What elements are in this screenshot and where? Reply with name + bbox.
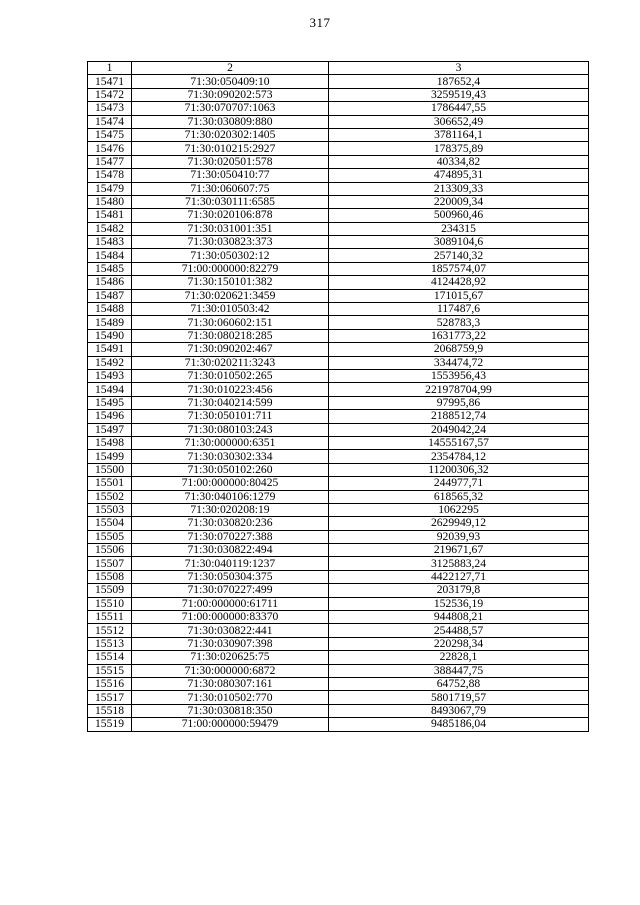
value-cell: 3125883,24 <box>329 557 589 570</box>
cadastral-number-cell: 71:30:050304:375 <box>132 570 329 583</box>
cadastral-number-cell: 71:00:000000:59479 <box>132 718 329 731</box>
cadastral-number-cell: 71:30:070227:388 <box>132 530 329 543</box>
row-number-cell: 15509 <box>88 584 132 597</box>
cadastral-number-cell: 71:30:020621:3459 <box>132 289 329 302</box>
value-cell: 257140,32 <box>329 249 589 262</box>
cadastral-number-cell: 71:30:030809:880 <box>132 115 329 128</box>
value-cell: 2354784,12 <box>329 450 589 463</box>
cadastral-number-cell: 71:30:031001:351 <box>132 222 329 235</box>
row-number-cell: 15494 <box>88 383 132 396</box>
row-number-cell: 15510 <box>88 597 132 610</box>
row-number-cell: 15481 <box>88 209 132 222</box>
value-cell: 152536,19 <box>329 597 589 610</box>
row-number-cell: 15505 <box>88 530 132 543</box>
cadastral-number-cell: 71:30:040214:599 <box>132 396 329 409</box>
row-number-cell: 15477 <box>88 155 132 168</box>
row-number-cell: 15506 <box>88 544 132 557</box>
value-cell: 9485186,04 <box>329 718 589 731</box>
cadastral-number-cell: 71:30:010215:2927 <box>132 142 329 155</box>
value-cell: 187652,4 <box>329 75 589 88</box>
row-number-cell: 15475 <box>88 128 132 141</box>
value-cell: 3259519,43 <box>329 88 589 101</box>
value-cell: 4124428,92 <box>329 276 589 289</box>
cadastral-number-cell: 71:30:070707:1063 <box>132 102 329 115</box>
row-number-cell: 15491 <box>88 343 132 356</box>
table-row <box>88 624 589 637</box>
table-row <box>88 383 589 396</box>
value-cell: 334474,72 <box>329 356 589 369</box>
table-row <box>88 128 589 141</box>
table-row <box>88 704 589 717</box>
value-cell: 388447,75 <box>329 664 589 677</box>
value-cell: 3089104,6 <box>329 236 589 249</box>
value-cell: 618565,32 <box>329 490 589 503</box>
value-cell: 40334,82 <box>329 155 589 168</box>
row-number-cell: 15518 <box>88 704 132 717</box>
registry-table <box>87 61 589 732</box>
table-row <box>88 677 589 690</box>
table-row <box>88 343 589 356</box>
value-cell: 220298,34 <box>329 637 589 650</box>
column-header-1: 1 <box>88 62 132 75</box>
cadastral-number-cell: 71:30:040119:1237 <box>132 557 329 570</box>
table-row <box>88 115 589 128</box>
table-row <box>88 249 589 262</box>
row-number-cell: 15512 <box>88 624 132 637</box>
row-number-cell: 15476 <box>88 142 132 155</box>
value-cell: 234315 <box>329 222 589 235</box>
row-number-cell: 15498 <box>88 436 132 449</box>
cadastral-number-cell: 71:30:030302:334 <box>132 450 329 463</box>
value-cell: 5801719,57 <box>329 691 589 704</box>
table-row <box>88 718 589 731</box>
value-cell: 2068759,9 <box>329 343 589 356</box>
table-row <box>88 517 589 530</box>
table-row <box>88 356 589 369</box>
cadastral-number-cell: 71:30:010502:265 <box>132 369 329 382</box>
row-number-cell: 15511 <box>88 611 132 624</box>
value-cell: 2049042,24 <box>329 423 589 436</box>
cadastral-number-cell: 71:30:050409:10 <box>132 75 329 88</box>
table-row <box>88 102 589 115</box>
value-cell: 500960,46 <box>329 209 589 222</box>
table-row <box>88 222 589 235</box>
table-row <box>88 436 589 449</box>
value-cell: 1857574,07 <box>329 262 589 275</box>
cadastral-number-cell: 71:30:030820:236 <box>132 517 329 530</box>
table-row <box>88 584 589 597</box>
row-number-cell: 15508 <box>88 570 132 583</box>
table-row <box>88 75 589 88</box>
table-row <box>88 155 589 168</box>
row-number-cell: 15499 <box>88 450 132 463</box>
table-row <box>88 262 589 275</box>
value-cell: 3781164,1 <box>329 128 589 141</box>
row-number-cell: 15474 <box>88 115 132 128</box>
row-number-cell: 15500 <box>88 463 132 476</box>
cadastral-number-cell: 71:00:000000:82279 <box>132 262 329 275</box>
row-number-cell: 15514 <box>88 651 132 664</box>
value-cell: 2629949,12 <box>329 517 589 530</box>
cadastral-number-cell: 71:30:080103:243 <box>132 423 329 436</box>
cadastral-number-cell: 71:30:000000:6872 <box>132 664 329 677</box>
table-row <box>88 544 589 557</box>
table-row <box>88 530 589 543</box>
cadastral-number-cell: 71:30:080307:161 <box>132 677 329 690</box>
cadastral-number-cell: 71:30:050101:711 <box>132 410 329 423</box>
row-number-cell: 15482 <box>88 222 132 235</box>
value-cell: 244977,71 <box>329 477 589 490</box>
cadastral-number-cell: 71:00:000000:80425 <box>132 477 329 490</box>
row-number-cell: 15504 <box>88 517 132 530</box>
value-cell: 2188512,74 <box>329 410 589 423</box>
table-body <box>88 75 589 731</box>
value-cell: 203179,8 <box>329 584 589 597</box>
cadastral-number-cell: 71:30:010503:42 <box>132 303 329 316</box>
row-number-cell: 15496 <box>88 410 132 423</box>
table-row <box>88 195 589 208</box>
cadastral-number-cell: 71:30:050410:77 <box>132 169 329 182</box>
row-number-cell: 15493 <box>88 369 132 382</box>
table-row <box>88 423 589 436</box>
cadastral-number-cell: 71:30:090202:573 <box>132 88 329 101</box>
cadastral-number-cell: 71:30:030823:373 <box>132 236 329 249</box>
table-row <box>88 611 589 624</box>
cadastral-number-cell: 71:30:080218:285 <box>132 329 329 342</box>
table-row <box>88 209 589 222</box>
table-row <box>88 463 589 476</box>
cadastral-number-cell: 71:30:030822:494 <box>132 544 329 557</box>
row-number-cell: 15490 <box>88 329 132 342</box>
cadastral-number-cell: 71:30:150101:382 <box>132 276 329 289</box>
row-number-cell: 15517 <box>88 691 132 704</box>
value-cell: 171015,67 <box>329 289 589 302</box>
table-row <box>88 490 589 503</box>
row-number-cell: 15488 <box>88 303 132 316</box>
cadastral-number-cell: 71:30:060602:151 <box>132 316 329 329</box>
row-number-cell: 15492 <box>88 356 132 369</box>
table-row <box>88 410 589 423</box>
table-row <box>88 396 589 409</box>
cadastral-number-cell: 71:30:020501:578 <box>132 155 329 168</box>
value-cell: 22828,1 <box>329 651 589 664</box>
value-cell: 117487,6 <box>329 303 589 316</box>
table-row <box>88 182 589 195</box>
row-number-cell: 15487 <box>88 289 132 302</box>
cadastral-number-cell: 71:30:020302:1405 <box>132 128 329 141</box>
row-number-cell: 15519 <box>88 718 132 731</box>
row-number-cell: 15497 <box>88 423 132 436</box>
row-number-cell: 15495 <box>88 396 132 409</box>
row-number-cell: 15471 <box>88 75 132 88</box>
cadastral-number-cell: 71:00:000000:61711 <box>132 597 329 610</box>
cadastral-number-cell: 71:00:000000:83370 <box>132 611 329 624</box>
table-row <box>88 637 589 650</box>
row-number-cell: 15480 <box>88 195 132 208</box>
table-row <box>88 329 589 342</box>
table-row <box>88 236 589 249</box>
row-number-cell: 15516 <box>88 677 132 690</box>
cadastral-number-cell: 71:30:040106:1279 <box>132 490 329 503</box>
cadastral-number-cell: 71:30:010502:770 <box>132 691 329 704</box>
row-number-cell: 15483 <box>88 236 132 249</box>
value-cell: 14555167,57 <box>329 436 589 449</box>
value-cell: 178375,89 <box>329 142 589 155</box>
row-number-cell: 15507 <box>88 557 132 570</box>
table-row <box>88 142 589 155</box>
row-number-cell: 15478 <box>88 169 132 182</box>
row-number-cell: 15502 <box>88 490 132 503</box>
cadastral-number-cell: 71:30:020106:878 <box>132 209 329 222</box>
cadastral-number-cell: 71:30:090202:467 <box>132 343 329 356</box>
row-number-cell: 15489 <box>88 316 132 329</box>
table-row <box>88 88 589 101</box>
value-cell: 1631773,22 <box>329 329 589 342</box>
row-number-cell: 15472 <box>88 88 132 101</box>
value-cell: 1786447,55 <box>329 102 589 115</box>
cadastral-number-cell: 71:30:020211:3243 <box>132 356 329 369</box>
table-row <box>88 664 589 677</box>
row-number-cell: 15501 <box>88 477 132 490</box>
cadastral-number-cell: 71:30:030907:398 <box>132 637 329 650</box>
row-number-cell: 15515 <box>88 664 132 677</box>
value-cell: 213309,33 <box>329 182 589 195</box>
value-cell: 8493067,79 <box>329 704 589 717</box>
value-cell: 1062295 <box>329 503 589 516</box>
value-cell: 97995,86 <box>329 396 589 409</box>
row-number-cell: 15513 <box>88 637 132 650</box>
row-number-cell: 15479 <box>88 182 132 195</box>
cadastral-number-cell: 71:30:070227:499 <box>132 584 329 597</box>
cadastral-number-cell: 71:30:020208:19 <box>132 503 329 516</box>
value-cell: 1553956,43 <box>329 369 589 382</box>
cadastral-number-cell: 71:30:020625:75 <box>132 651 329 664</box>
table-row <box>88 570 589 583</box>
value-cell: 528783,3 <box>329 316 589 329</box>
table-row <box>88 597 589 610</box>
cadastral-number-cell: 71:30:030818:350 <box>132 704 329 717</box>
value-cell: 474895,31 <box>329 169 589 182</box>
cadastral-number-cell: 71:30:060607:75 <box>132 182 329 195</box>
value-cell: 4422127,71 <box>329 570 589 583</box>
column-header-2: 2 <box>132 62 329 75</box>
value-cell: 221978704,99 <box>329 383 589 396</box>
cadastral-number-cell: 71:30:050102:260 <box>132 463 329 476</box>
value-cell: 92039,93 <box>329 530 589 543</box>
value-cell: 64752,88 <box>329 677 589 690</box>
table-row <box>88 503 589 516</box>
value-cell: 220009,34 <box>329 195 589 208</box>
row-number-cell: 15473 <box>88 102 132 115</box>
table-row <box>88 289 589 302</box>
table-row <box>88 316 589 329</box>
cadastral-number-cell: 71:30:050302:12 <box>132 249 329 262</box>
table-row <box>88 477 589 490</box>
table-row <box>88 303 589 316</box>
table-row <box>88 276 589 289</box>
row-number-cell: 15484 <box>88 249 132 262</box>
table-row <box>88 691 589 704</box>
table-header-row <box>88 62 589 75</box>
table-row <box>88 369 589 382</box>
value-cell: 306652,49 <box>329 115 589 128</box>
page-number: 317 <box>309 15 331 30</box>
cadastral-number-cell: 71:30:010223:456 <box>132 383 329 396</box>
table-row <box>88 651 589 664</box>
value-cell: 11200306,32 <box>329 463 589 476</box>
row-number-cell: 15485 <box>88 262 132 275</box>
cadastral-number-cell: 71:30:000000:6351 <box>132 436 329 449</box>
cadastral-number-cell: 71:30:030822:441 <box>132 624 329 637</box>
value-cell: 219671,67 <box>329 544 589 557</box>
table-row <box>88 557 589 570</box>
column-header-3: 3 <box>329 62 589 75</box>
value-cell: 944808,21 <box>329 611 589 624</box>
cadastral-number-cell: 71:30:030111:6585 <box>132 195 329 208</box>
table-row <box>88 450 589 463</box>
row-number-cell: 15486 <box>88 276 132 289</box>
row-number-cell: 15503 <box>88 503 132 516</box>
table-row <box>88 169 589 182</box>
value-cell: 254488,57 <box>329 624 589 637</box>
